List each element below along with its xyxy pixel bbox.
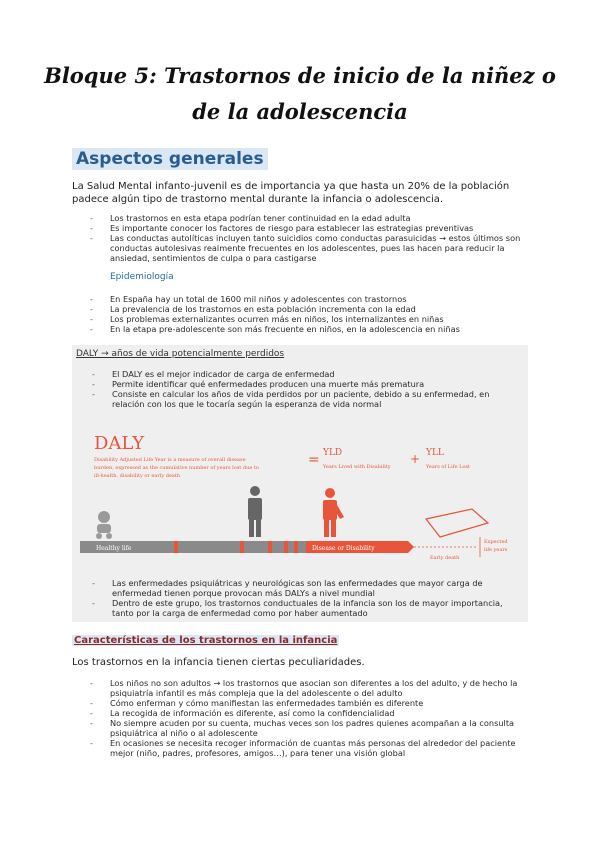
daly-heading: DALY → años de vida potencialmente perdidos bbox=[76, 349, 285, 359]
title-line-1: Bloque 5: Trastornos de inicio de la niñez o bbox=[44, 63, 556, 88]
list-item: - El DALY es el mejor indicador de carga de enfermedad bbox=[92, 369, 512, 379]
list-item: - No siempre acuden por su cuenta, muchas veces son los padres quienes acompañan a la consulta psiquiátrica al niño o al adolescente bbox=[90, 718, 530, 738]
baby-icon bbox=[96, 511, 112, 539]
injured-person-icon bbox=[323, 488, 344, 537]
list-item: - La recogida de información es diferente, así como la confidencialidad bbox=[90, 708, 530, 718]
list-item: - En ocasiones se necesita recoger información de cuantas más personas del alrededor del paciente mejor (niño, padres, profesores, amigos…), para tener una visión global bbox=[90, 738, 530, 758]
list-item: - La prevalencia de los trastornos en esta población incrementa con la edad bbox=[90, 304, 530, 314]
intro-paragraph: La Salud Mental infanto-juvenil es de importancia ya que hasta un 20% de la población padece algún tipo de trastorno mental durante la infancia o adolescencia. bbox=[72, 181, 510, 205]
daly-infographic bbox=[80, 427, 520, 569]
list-item: - Cómo enferman y cómo manifiestan las enfermedades también es diferente bbox=[90, 698, 530, 708]
healthy-life-label: Healthy life bbox=[96, 545, 132, 552]
plus-sign: + bbox=[410, 452, 421, 466]
yll-label: YLL bbox=[426, 448, 444, 458]
daly-big-label: DALY bbox=[94, 433, 145, 454]
daly-callout bbox=[72, 345, 528, 622]
daly-definition-2: burden, expressed as the cumulative number of years lost due to bbox=[94, 465, 259, 471]
list-item: - Los problemas externalizantes ocurren más en niños, los internalizantes en niñas bbox=[90, 314, 530, 324]
section-heading-aspectos: Aspectos generales bbox=[72, 148, 268, 170]
daly-definition-3: ill-health, disability or early death bbox=[94, 473, 181, 479]
daly-definition-1: Disability Adjusted Life Year is a measure of overall disease bbox=[94, 457, 246, 463]
general-bullets bbox=[90, 213, 530, 263]
yll-sub-label: Years of Life Lost bbox=[426, 464, 471, 470]
list-item: - En España hay un total de 1600 mil niños y adolescentes con trastornos bbox=[90, 294, 530, 304]
yld-sub-label: Years Lived with Disability bbox=[323, 464, 391, 470]
expected-label-1: Expected bbox=[484, 539, 508, 545]
list-item: - En la etapa pre-adolescente son más frecuente en niños, en la adolescencia en niñas bbox=[90, 324, 530, 334]
list-item: - Las conductas autolíticas incluyen tanto suicidios como conductas parasuicidas → estos últimos son conductas autolesivas realmente frecuentes en los adolescentes, pues las hacen para reducir la ansiedad, sentimientos de culpa o para castigarse bbox=[90, 233, 530, 263]
expected-label-2: life years bbox=[484, 547, 508, 553]
disease-label: Disease or Disability bbox=[312, 545, 375, 552]
childhood-bullets bbox=[90, 678, 530, 758]
yld-label: YLD bbox=[323, 448, 343, 458]
epidemiology-bullets bbox=[90, 294, 530, 334]
epidemiology-heading: Epidemiología bbox=[110, 272, 174, 282]
list-item: - Los niños no son adultos → los trastornos que asocian son diferentes a los del adulto, y de hecho la psiquiatría infantil es más compleja que la del adolescente o del adulto bbox=[90, 678, 530, 698]
list-item: - Las enfermedades psiquiátricas y neurológicas son las enfermedades que mayor carga de enfermedad tienen porque provocan más DALYs a nivel mundial bbox=[92, 578, 512, 598]
page-title bbox=[40, 58, 560, 130]
daly-bullets bbox=[92, 369, 512, 409]
list-item: - Consiste en calcular los años de vida perdidos por un paciente, debido a su enfermedad, en relación con los que le tocaría según la esperanza de vida normal bbox=[92, 389, 512, 409]
equals-sign: = bbox=[308, 452, 320, 468]
early-death-label: Early death bbox=[430, 555, 460, 561]
list-item: - Dentro de este grupo, los trastornos conductuales de la infancia son los de mayor importancia, tanto por la carga de enfermedad como por haber aumentado bbox=[92, 598, 512, 618]
list-item: - Es importante conocer los factores de riesgo para establecer las estrategias preventivas bbox=[90, 223, 530, 233]
adult-person-icon bbox=[248, 486, 262, 537]
section-heading-caracteristicas: Características de los trastornos en la infancia bbox=[74, 635, 338, 646]
list-item: - Permite identificar qué enfermedades producen una muerte más prematura bbox=[92, 379, 512, 389]
section2-lead: Los trastornos en la infancia tienen ciertas peculiaridades. bbox=[72, 657, 365, 668]
list-item: - Los trastornos en esta etapa podrían tener continuidad en la edad adulta bbox=[90, 213, 530, 223]
coffin-icon bbox=[426, 509, 488, 537]
daly-bullets-2 bbox=[92, 578, 512, 618]
title-line-2: de la adolescencia bbox=[192, 99, 408, 124]
